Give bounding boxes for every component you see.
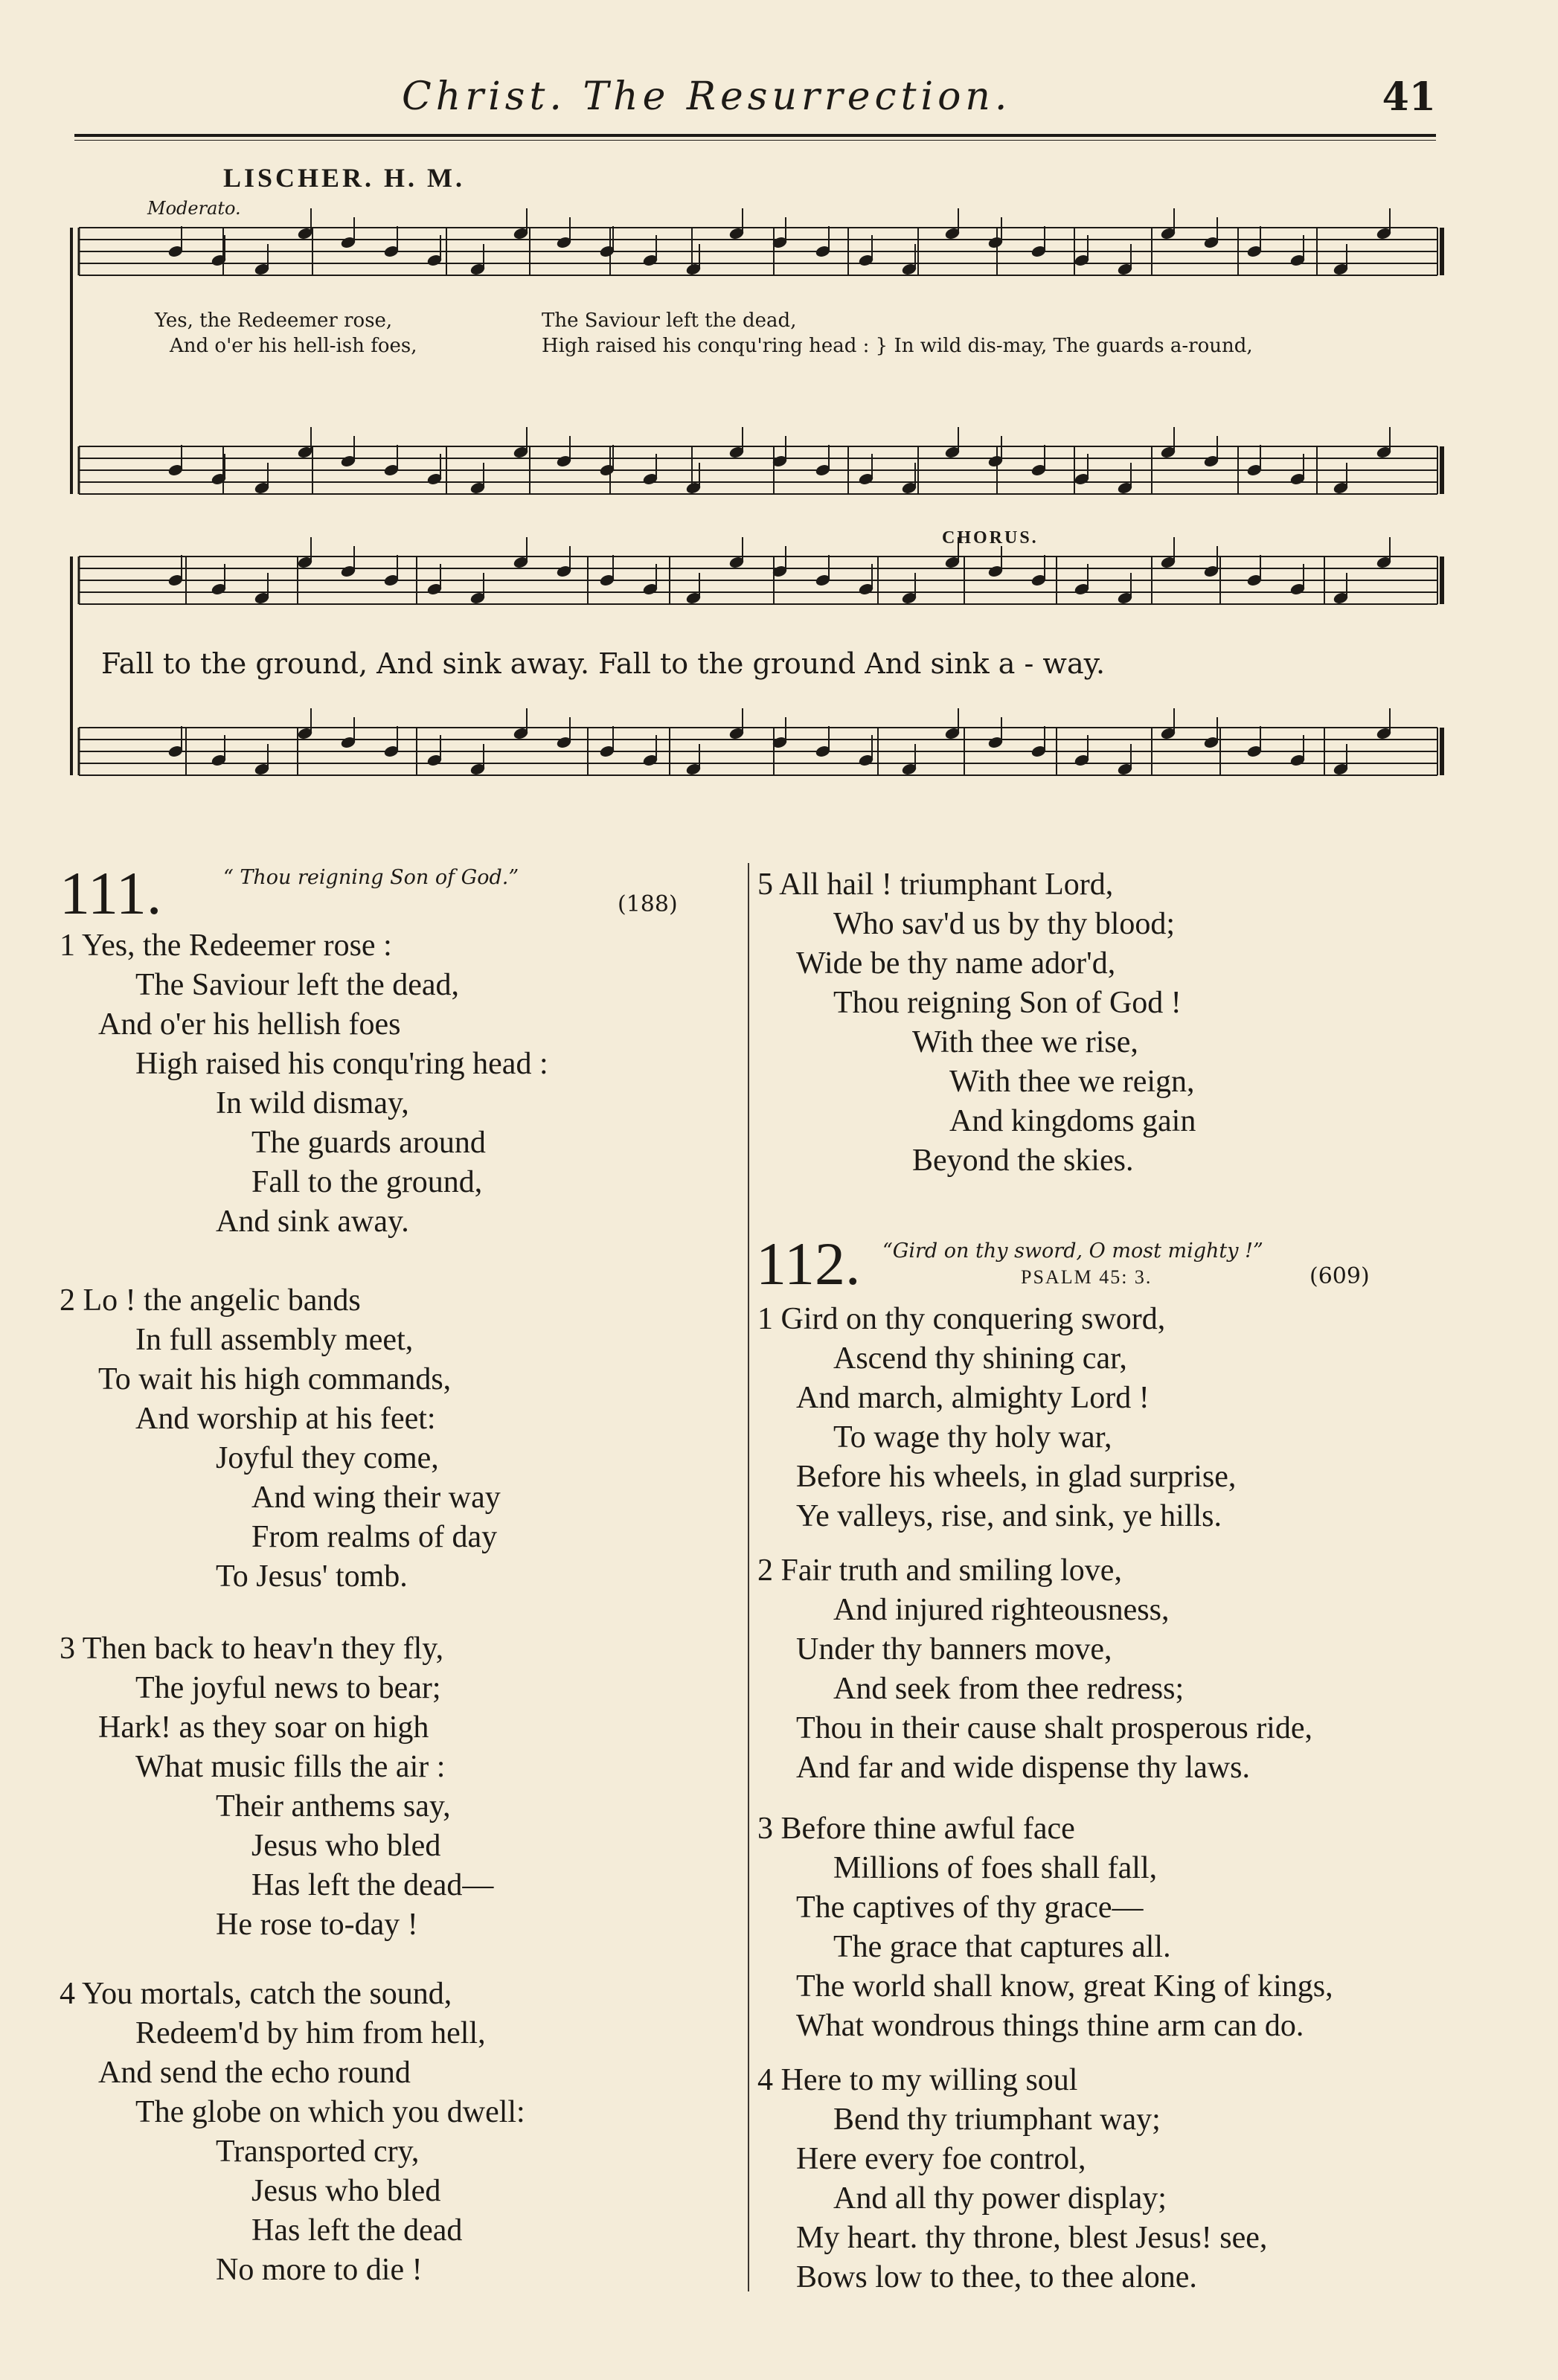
verse-line: Has left the dead—	[251, 1868, 494, 1902]
verse-line: In full assembly meet,	[135, 1323, 414, 1357]
verse-line: And far and wide dispense thy laws.	[796, 1751, 1251, 1785]
verse	[60, 1629, 493, 1945]
verse-line: And send the echo round	[98, 2056, 411, 2090]
verse	[757, 865, 1196, 1181]
verse	[60, 1975, 525, 2290]
verse-line: The globe on which you dwell:	[135, 2095, 525, 2129]
verse-line: Joyful they come,	[216, 1441, 439, 1475]
verse-line: Ascend thy shining car,	[833, 1341, 1127, 1376]
lyric-line-1a: Yes, the Redeemer rose,	[155, 309, 393, 332]
verse-line: The joyful news to bear;	[135, 1671, 441, 1705]
verse-line: Who sav'd us by thy blood;	[833, 907, 1176, 941]
verse-line: From realms of day	[251, 1520, 498, 1554]
verse-line: Here every foe control,	[796, 2142, 1086, 2176]
verse-line: Bend thy triumphant way;	[833, 2102, 1161, 2137]
verse-line: And seek from thee redress;	[833, 1672, 1184, 1706]
verse-line: Jesus who bled	[251, 2174, 441, 2208]
verse-line: And all thy power display;	[833, 2181, 1167, 2216]
verse-line: To wait his high commands,	[98, 1362, 452, 1396]
verse-line: Fall to the ground,	[251, 1165, 483, 1199]
hymn-number: 112.	[756, 1230, 861, 1298]
tune-name: LISCHER. H. M.	[223, 163, 466, 193]
verse	[757, 1809, 1333, 2046]
chorus-label: CHORUS.	[942, 528, 1039, 548]
verse-line: 3 Then back to heav'n they fly,	[60, 1632, 444, 1666]
verse-line: In wild dismay,	[216, 1086, 409, 1120]
verse-line: What wondrous things thine arm can do.	[796, 2009, 1304, 2043]
verse-line: To wage thy holy war,	[833, 1420, 1112, 1454]
verse-line: Ye valleys, rise, and sink, ye hills.	[796, 1499, 1222, 1533]
verse-line: 1 Gird on thy conquering sword,	[757, 1302, 1166, 1336]
tempo-marking: Moderato.	[147, 198, 241, 219]
verse-line: Transported cry,	[216, 2134, 420, 2169]
verse-line: Under thy banners move,	[796, 1632, 1112, 1667]
lyric-line-2a: And o'er his hell-ish foes,	[170, 335, 417, 357]
verse-line: Millions of foes shall fall,	[833, 1851, 1158, 1885]
verse-line: The guards around	[251, 1126, 486, 1160]
verse-line: And sink away.	[216, 1205, 409, 1239]
verse-line: 4 Here to my willing soul	[757, 2063, 1078, 2097]
verse-line: The Saviour left the dead,	[135, 968, 460, 1002]
verse-line: My heart. thy throne, blest Jesus! see,	[796, 2221, 1268, 2255]
verse-line: The grace that captures all.	[833, 1930, 1171, 1964]
hymn-motto: “Gird on thy sword, O most mighty !”	[882, 1239, 1263, 1263]
verse-line: And o'er his hellish foes	[98, 1007, 401, 1042]
music-score	[0, 0, 1558, 804]
verse-line: 5 All hail ! triumphant Lord,	[757, 867, 1114, 902]
hymn-reference: (609)	[1309, 1263, 1370, 1289]
lyric-chorus-line: Fall to the ground, And sink away. Fall to the ground And sink a - way.	[101, 647, 1106, 680]
verse-line: 3 Before thine awful face	[757, 1812, 1075, 1846]
verse-line: And wing their way	[251, 1481, 501, 1515]
hymn-number: 111.	[60, 859, 162, 927]
verse-line: With thee we rise,	[912, 1025, 1138, 1059]
running-title: Christ. The Resurrection.	[402, 74, 1012, 119]
verse-line: The world shall know, great King of kings,	[796, 1969, 1333, 2004]
verse-line: Redeem'd by him from hell,	[135, 2016, 486, 2050]
verse-line: Hark! as they soar on high	[98, 1710, 429, 1745]
verse	[757, 1300, 1236, 1536]
verse-line: Jesus who bled	[251, 1829, 441, 1863]
verse-line: The captives of thy grace—	[796, 1890, 1144, 1925]
verse	[757, 1551, 1312, 1788]
column-divider	[748, 863, 749, 2291]
verse	[60, 1281, 501, 1597]
verse-line: Wide be thy name ador'd,	[796, 946, 1116, 981]
verse-line: And march, almighty Lord !	[796, 1381, 1150, 1415]
verse-line: 2 Fair truth and smiling love,	[757, 1553, 1122, 1588]
hymn-motto: “ Thou reigning Son of God.”	[223, 866, 519, 889]
verse-line: High raised his conqu'ring head :	[135, 1047, 548, 1081]
lyric-line-2b: High raised his conqu'ring head : } In wild dis-may, The guards a-round,	[542, 335, 1253, 357]
verse-line: 4 You mortals, catch the sound,	[60, 1977, 452, 2011]
hymn-reference: (188)	[618, 891, 678, 917]
verse-line: He rose to-day !	[216, 1908, 418, 1942]
verse-line: No more to die !	[216, 2253, 423, 2287]
verse-line: Has left the dead	[251, 2213, 463, 2248]
verse-line: Beyond the skies.	[912, 1144, 1134, 1178]
page-number: 41	[1382, 74, 1436, 120]
verse-line: What music fills the air :	[135, 1750, 446, 1784]
lyric-line-1b: The Saviour left the dead,	[542, 309, 797, 332]
verse-line: To Jesus' tomb.	[216, 1559, 408, 1594]
verse-line: Their anthems say,	[216, 1789, 451, 1824]
verse-line: And kingdoms gain	[949, 1104, 1196, 1138]
verse-line: 2 Lo ! the angelic bands	[60, 1283, 361, 1318]
verse-line: Before his wheels, in glad surprise,	[796, 1460, 1237, 1494]
hymn-scripture-ref: PSALM 45: 3.	[1021, 1266, 1153, 1288]
verse	[60, 926, 548, 1242]
verse-line: With thee we reign,	[949, 1065, 1195, 1099]
verse-line: And injured righteousness,	[833, 1593, 1170, 1627]
verse-line: Thou reigning Son of God !	[833, 986, 1182, 1020]
verse-line: 1 Yes, the Redeemer rose :	[60, 928, 392, 963]
verse-line: Thou in their cause shalt prosperous ride,	[796, 1711, 1312, 1745]
verse-line: Bows low to thee, to thee alone.	[796, 2260, 1197, 2294]
verse	[757, 2061, 1267, 2297]
verse-line: And worship at his feet:	[135, 1402, 436, 1436]
